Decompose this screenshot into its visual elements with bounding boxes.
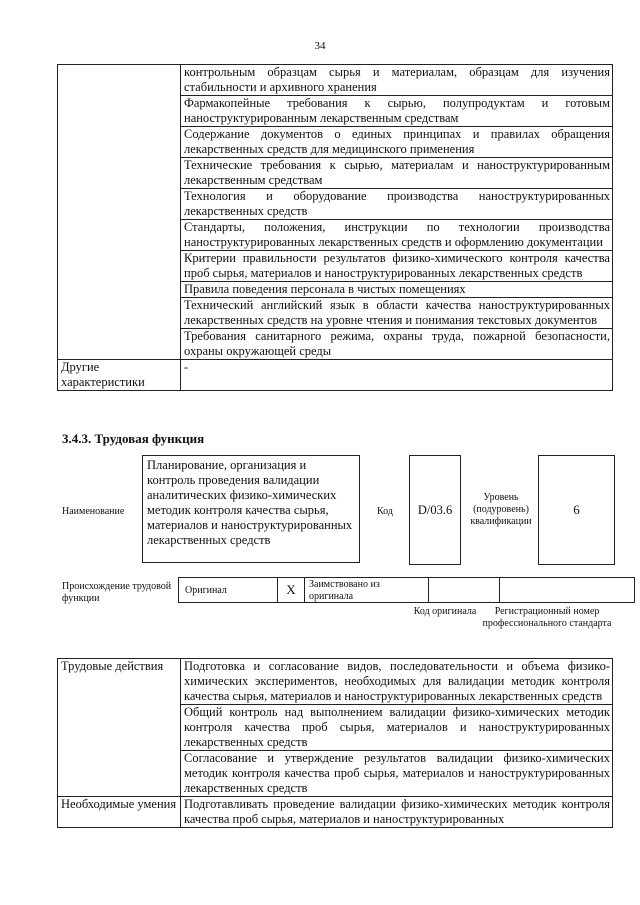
row-text: Общий контроль над выполнением валидации физико-химических методик контроля качества проб сырья, материалов и наноструктурированных лекарственных средств bbox=[181, 705, 613, 751]
row-text: Согласование и утверждение результатов валидации физико-химических методик контроля качества проб сырья, материалов и наноструктурированных лекарственных средств bbox=[181, 751, 613, 797]
row-text: Стандарты, положения, инструкции по технологии производства наноструктурированных лекарственных средств и оформлению документации bbox=[181, 220, 613, 251]
row-text: контрольным образцам сырья и материалам, образцам для изучения стабильности и архивного хранения bbox=[181, 65, 613, 96]
row-category: Другие характеристики bbox=[58, 360, 181, 391]
row-category: Необходимые умения bbox=[58, 797, 181, 828]
name-label: Наименование bbox=[62, 506, 125, 517]
section-heading: 3.4.3. Трудовая функция bbox=[62, 431, 205, 446]
reg-caption: Регистрационный номер профессионального стандарта bbox=[482, 606, 612, 629]
row-text: Правила поведения персонала в чистых помещениях bbox=[181, 282, 613, 298]
qualification-level: 6 bbox=[538, 455, 615, 565]
origin-reg-cell bbox=[499, 577, 635, 603]
row-category-cell bbox=[58, 65, 181, 360]
row-text: Критерии правильности результатов физико-химического контроля качества проб сырья, материалов и наноструктурированных лекарственных средств bbox=[181, 251, 613, 282]
code-label: Код bbox=[377, 506, 393, 517]
row-text: Подготавливать проведение валидации физико-химических методик контроля качества проб сырья, материалов и наноструктурированных bbox=[181, 797, 613, 828]
origin-original: Оригинал bbox=[178, 577, 278, 603]
row-text: Технический английский язык в области качества наноструктурированных лекарственных средств на уровне чтения и понимания текстовых документов bbox=[181, 298, 613, 329]
origin-mark: X bbox=[277, 577, 305, 603]
row-text: Содержание документов о единых принципах и правилах обращения лекарственных средств для медицинского применения bbox=[181, 127, 613, 158]
origin-label: Происхождение трудовой функции bbox=[62, 581, 172, 604]
table-row bbox=[58, 360, 613, 391]
row-text: Технология и оборудование производства наноструктурированных лекарственных средств bbox=[181, 189, 613, 220]
row-text: Фармакопейные требования к сырью, полупродуктам и готовым наноструктурированным лекарственным средствам bbox=[181, 96, 613, 127]
page-number: 34 bbox=[314, 40, 326, 52]
row-text: Подготовка и согласование видов, последовательности и объема физико-химических экспериментов, необходимых для валидации методик контроля качества сырья, материалов и наноструктурированных лекарственных средств bbox=[181, 659, 613, 705]
origin-borrowed: Заимствовано из оригинала bbox=[304, 577, 429, 603]
knowledge-table bbox=[57, 64, 613, 391]
origin-row bbox=[179, 577, 635, 603]
actions-table bbox=[57, 658, 613, 828]
row-text: - bbox=[181, 360, 613, 391]
row-category: Трудовые действия bbox=[58, 659, 181, 797]
table-row bbox=[58, 65, 613, 96]
function-code: D/03.6 bbox=[409, 455, 461, 565]
origin-code-cell bbox=[428, 577, 500, 603]
table-row bbox=[58, 797, 613, 828]
code-caption: Код оригинала bbox=[413, 606, 477, 617]
row-text: Требования санитарного режима, охраны труда, пожарной безопасности, охраны окружающей среды bbox=[181, 329, 613, 360]
function-name: Планирование, организация и контроль проведения валидации аналитических физико-химических методик контроля качества сырья, материалов и наноструктурированных лекарственных средств bbox=[142, 455, 360, 563]
level-label: Уровень (подуровень) квалификации bbox=[470, 492, 532, 527]
row-text: Технические требования к сырью, материалам и наноструктурированным лекарственным средствам bbox=[181, 158, 613, 189]
table-row bbox=[58, 659, 613, 705]
